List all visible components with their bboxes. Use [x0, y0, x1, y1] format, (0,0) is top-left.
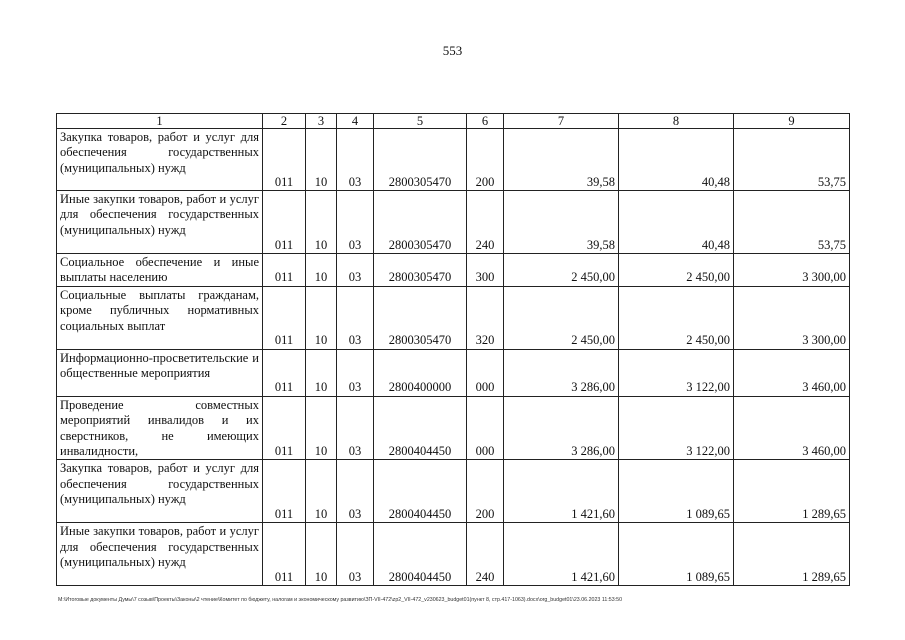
header-row	[57, 114, 850, 129]
cell-col-8: 1 089,65	[619, 460, 734, 523]
cell-col-7: 2 450,00	[504, 286, 619, 349]
column-header-2: 2	[263, 114, 306, 129]
cell-col-4: 03	[337, 396, 374, 460]
cell-col-3: 10	[306, 460, 337, 523]
cell-col-2: 011	[263, 286, 306, 349]
cell-col-4: 03	[337, 523, 374, 586]
cell-col-9: 3 460,00	[734, 349, 850, 396]
column-header-6: 6	[467, 114, 504, 129]
column-header-4: 4	[337, 114, 374, 129]
cell-col-3: 10	[306, 349, 337, 396]
cell-col-2: 011	[263, 349, 306, 396]
cell-col-9: 53,75	[734, 129, 850, 191]
cell-col-5: 2800400000	[374, 349, 467, 396]
cell-col-7: 2 450,00	[504, 254, 619, 287]
cell-col-5: 2800305470	[374, 129, 467, 191]
cell-col-3: 10	[306, 191, 337, 254]
cell-col-6: 320	[467, 286, 504, 349]
row-name-cell: Информационно-просветительские и общественные мероприятия	[57, 349, 263, 396]
cell-col-4: 03	[337, 460, 374, 523]
column-header-3: 3	[306, 114, 337, 129]
cell-col-9: 53,75	[734, 191, 850, 254]
cell-col-2: 011	[263, 254, 306, 287]
cell-col-3: 10	[306, 254, 337, 287]
cell-col-5: 2800305470	[374, 286, 467, 349]
cell-col-9: 3 460,00	[734, 396, 850, 460]
row-name-cell: Социальное обеспечение и иные выплаты населению	[57, 254, 263, 287]
cell-col-6: 200	[467, 460, 504, 523]
cell-col-8: 3 122,00	[619, 349, 734, 396]
cell-col-9: 3 300,00	[734, 286, 850, 349]
row-name-cell: Проведение совместных мероприятий инвалидов и их сверстников, не имеющих инвалидности,	[57, 396, 263, 460]
cell-col-4: 03	[337, 254, 374, 287]
table-row	[57, 396, 850, 460]
cell-col-7: 3 286,00	[504, 396, 619, 460]
table-row	[57, 523, 850, 586]
cell-col-5: 2800404450	[374, 523, 467, 586]
column-header-1: 1	[57, 114, 263, 129]
column-header-7: 7	[504, 114, 619, 129]
table-row	[57, 191, 850, 254]
document-path-footer: M:\Итоговые документы Думы\7 созыв\Проекты\Законы\2 чтение\Комитет по бюджету, налогам и экономическому развитию\ЗП-VII-472\zp2_VII-472_v230623_budget01(пункт 8, стр.417-1063).docx\org_budget01\23.06.2023 11:53:50	[58, 597, 623, 603]
cell-col-7: 1 421,60	[504, 460, 619, 523]
cell-col-5: 2800404450	[374, 396, 467, 460]
cell-col-2: 011	[263, 523, 306, 586]
cell-col-8: 3 122,00	[619, 396, 734, 460]
cell-col-3: 10	[306, 129, 337, 191]
cell-col-2: 011	[263, 460, 306, 523]
cell-col-7: 3 286,00	[504, 349, 619, 396]
row-name-cell: Закупка товаров, работ и услуг для обеспечения государственных (муниципальных) нужд	[57, 460, 263, 523]
cell-col-8: 2 450,00	[619, 254, 734, 287]
table-row	[57, 286, 850, 349]
cell-col-2: 011	[263, 396, 306, 460]
cell-col-8: 1 089,65	[619, 523, 734, 586]
cell-col-6: 240	[467, 523, 504, 586]
cell-col-5: 2800305470	[374, 254, 467, 287]
row-name-cell: Закупка товаров, работ и услуг для обеспечения государственных (муниципальных) нужд	[57, 129, 263, 191]
row-name-cell: Социальные выплаты гражданам, кроме публичных нормативных социальных выплат	[57, 286, 263, 349]
table-row	[57, 349, 850, 396]
cell-col-4: 03	[337, 286, 374, 349]
cell-col-3: 10	[306, 523, 337, 586]
cell-col-5: 2800305470	[374, 191, 467, 254]
row-name-cell: Иные закупки товаров, работ и услуг для обеспечения государственных (муниципальных) нужд	[57, 191, 263, 254]
budget-table	[56, 113, 850, 586]
cell-col-3: 10	[306, 396, 337, 460]
cell-col-2: 011	[263, 191, 306, 254]
cell-col-8: 40,48	[619, 129, 734, 191]
cell-col-9: 3 300,00	[734, 254, 850, 287]
cell-col-6: 240	[467, 191, 504, 254]
cell-col-3: 10	[306, 286, 337, 349]
cell-col-4: 03	[337, 191, 374, 254]
cell-col-6: 300	[467, 254, 504, 287]
cell-col-5: 2800404450	[374, 460, 467, 523]
row-name-cell: Иные закупки товаров, работ и услуг для обеспечения государственных (муниципальных) нужд	[57, 523, 263, 586]
page-number: 553	[442, 43, 463, 58]
cell-col-2: 011	[263, 129, 306, 191]
column-header-5: 5	[374, 114, 467, 129]
cell-col-6: 200	[467, 129, 504, 191]
cell-col-6: 000	[467, 349, 504, 396]
column-header-9: 9	[734, 114, 850, 129]
column-header-8: 8	[619, 114, 734, 129]
cell-col-4: 03	[337, 349, 374, 396]
cell-col-8: 2 450,00	[619, 286, 734, 349]
table-body	[57, 129, 850, 586]
cell-col-7: 39,58	[504, 191, 619, 254]
cell-col-6: 000	[467, 396, 504, 460]
table-row	[57, 254, 850, 287]
cell-col-9: 1 289,65	[734, 523, 850, 586]
cell-col-4: 03	[337, 129, 374, 191]
cell-col-7: 1 421,60	[504, 523, 619, 586]
table-row	[57, 460, 850, 523]
table-row	[57, 129, 850, 191]
cell-col-9: 1 289,65	[734, 460, 850, 523]
cell-col-8: 40,48	[619, 191, 734, 254]
cell-col-7: 39,58	[504, 129, 619, 191]
